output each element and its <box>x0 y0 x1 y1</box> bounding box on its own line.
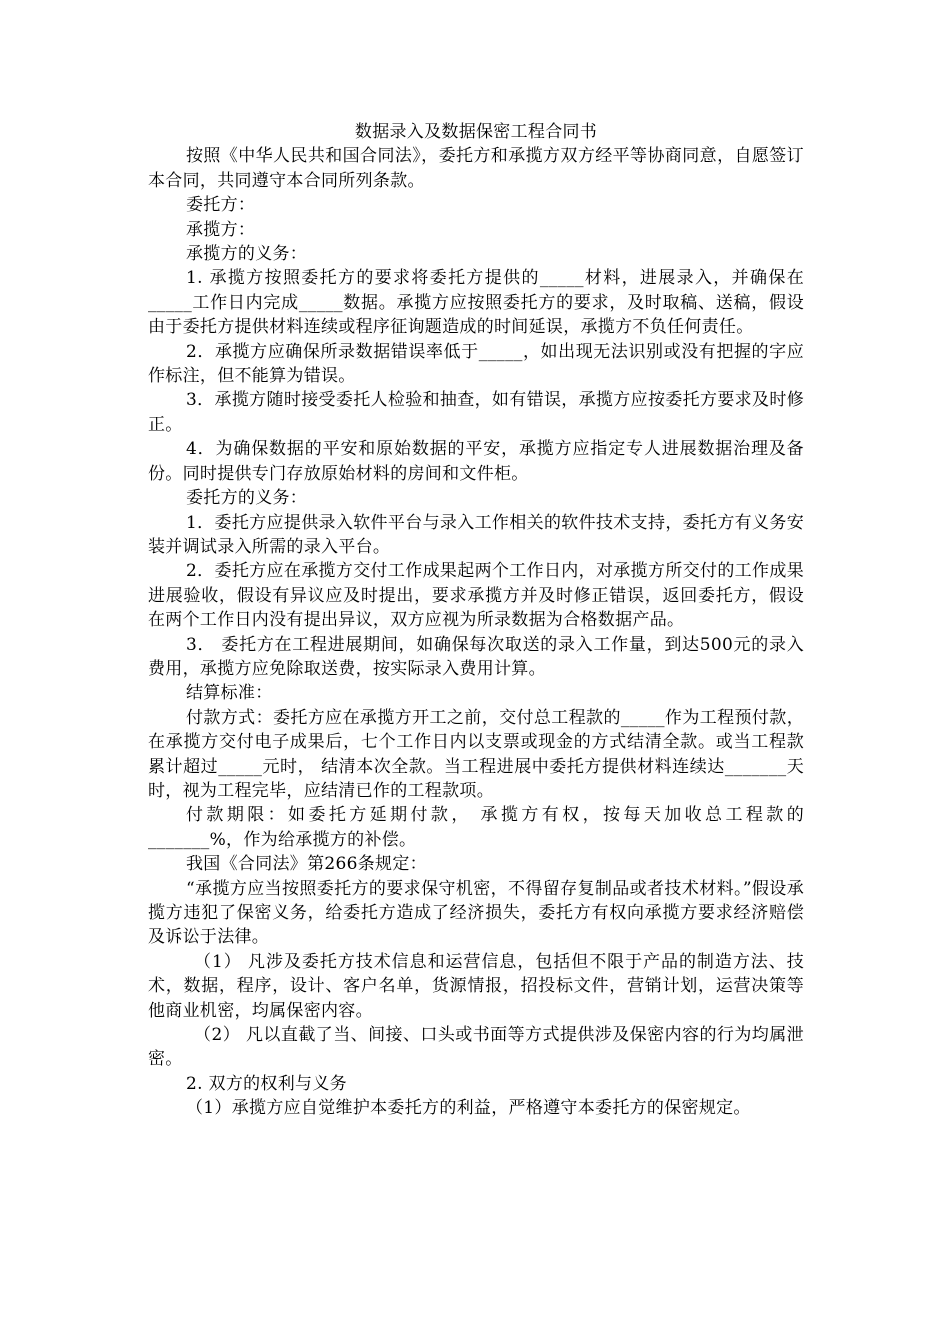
document-page <box>148 120 804 1121</box>
paragraph-confidential-2: （2） 凡以直截了当、间接、口头或书面等方式提供涉及保密内容的行为均属泄密。 <box>148 1025 804 1070</box>
paragraph-intro: 按照《中华人民共和国合同法》，委托方和承揽方双方经平等协商同意，自愿签订本合同，共同遵守本合同所列条款。 <box>148 146 804 191</box>
paragraph-rights-1: （1）承揽方应自觉维护本委托方的利益，严格遵守本委托方的保密规定。 <box>186 1098 751 1119</box>
paragraph-contractor-obligation-3: 3．承揽方随时接受委托人检验和抽查，如有错误，承揽方应按委托方要求及时修正。 <box>148 390 804 435</box>
paragraph-law-article: 我国《合同法》第266条规定： <box>186 854 427 875</box>
heading-client-obligations: 委托方的义务： <box>186 488 308 509</box>
paragraph-client-obligation-1: 1．委托方应提供录入软件平台与录入工作相关的软件技术支持，委托方有义务安装并调试录入所需的录入平台。 <box>148 512 804 557</box>
paragraph-contractor-obligation-1: 1. 承揽方按照委托方的要求将委托方提供的_____材料，进展录入，并确保在_____工作日内完成_____数据。承揽方应按照委托方的要求，及时取稿、送稿，假设由于委托方提供材料连续或程序征询题造成的时间延误，承揽方不负任何责任。 <box>148 268 804 338</box>
paragraph-contractor-obligation-4: 4．为确保数据的平安和原始数据的平安，承揽方应指定专人进展数据治理及备份。同时提供专门存放原始材料的房间和文件柜。 <box>148 439 804 484</box>
paragraph-payment-method: 付款方式：委托方应在承揽方开工之前，交付总工程款的_____作为工程预付款， 在承揽方交付电子成果后，七个工作日内以支票或现金的方式结清全款。或当工程款累计超过_____元时， 结清本次全款。当工程进展中委托方提供材料连续达_______天时，视为工程完毕，应结清已作的工程款项。 <box>148 707 804 801</box>
heading-rights-obligations: 2. 双方的权利与义务 <box>186 1073 347 1094</box>
paragraph-client-obligation-3: 3． 委托方在工程进展期间，如确保每次取送的录入工作量，到达500元的录入费用，承揽方应免除取送费，按实际录入费用计算。 <box>148 634 804 679</box>
paragraph-client-obligation-2: 2．委托方应在承揽方交付工作成果起两个工作日内，对承揽方所交付的工作成果进展验收，假设有异议应及时提出，要求承揽方并及时修正错误，返回委托方，假设在两个工作日内没有提出异议，双方应视为所录数据为合格数据产品。 <box>148 561 804 631</box>
paragraph-contractor: 承揽方： <box>186 219 256 240</box>
heading-contractor-obligations: 承揽方的义务： <box>186 244 308 265</box>
document-title: 数据录入及数据保密工程合同书 <box>354 122 598 142</box>
paragraph-client: 委托方： <box>186 195 256 216</box>
heading-settlement: 结算标准： <box>186 683 273 704</box>
paragraph-contractor-obligation-2: 2．承揽方应确保所录数据错误率低于_____，如出现无法识别或没有把握的字应作标注，但不能算为错误。 <box>148 341 804 387</box>
paragraph-payment-term: 付款期限：如委托方延期付款， 承揽方有权，按每天加收总工程款的_______%，作为给承揽方的补偿。 <box>148 805 804 850</box>
paragraph-law-quote: “承揽方应当按照委托方的要求保守机密，不得留存复制品或者技术材料。”假设承揽方违犯了保密义务，给委托方造成了经济损失，委托方有权向承揽方要求经济赔偿及诉讼于法律。 <box>148 878 804 948</box>
paragraph-confidential-1: （1） 凡涉及委托方技术信息和运营信息，包括但不限于产品的制造方法、技术，数据，程序，设计、客户名单，货源情报，招投标文件，营销计划，运营决策等他商业机密，均属保密内容。 <box>148 951 804 1021</box>
